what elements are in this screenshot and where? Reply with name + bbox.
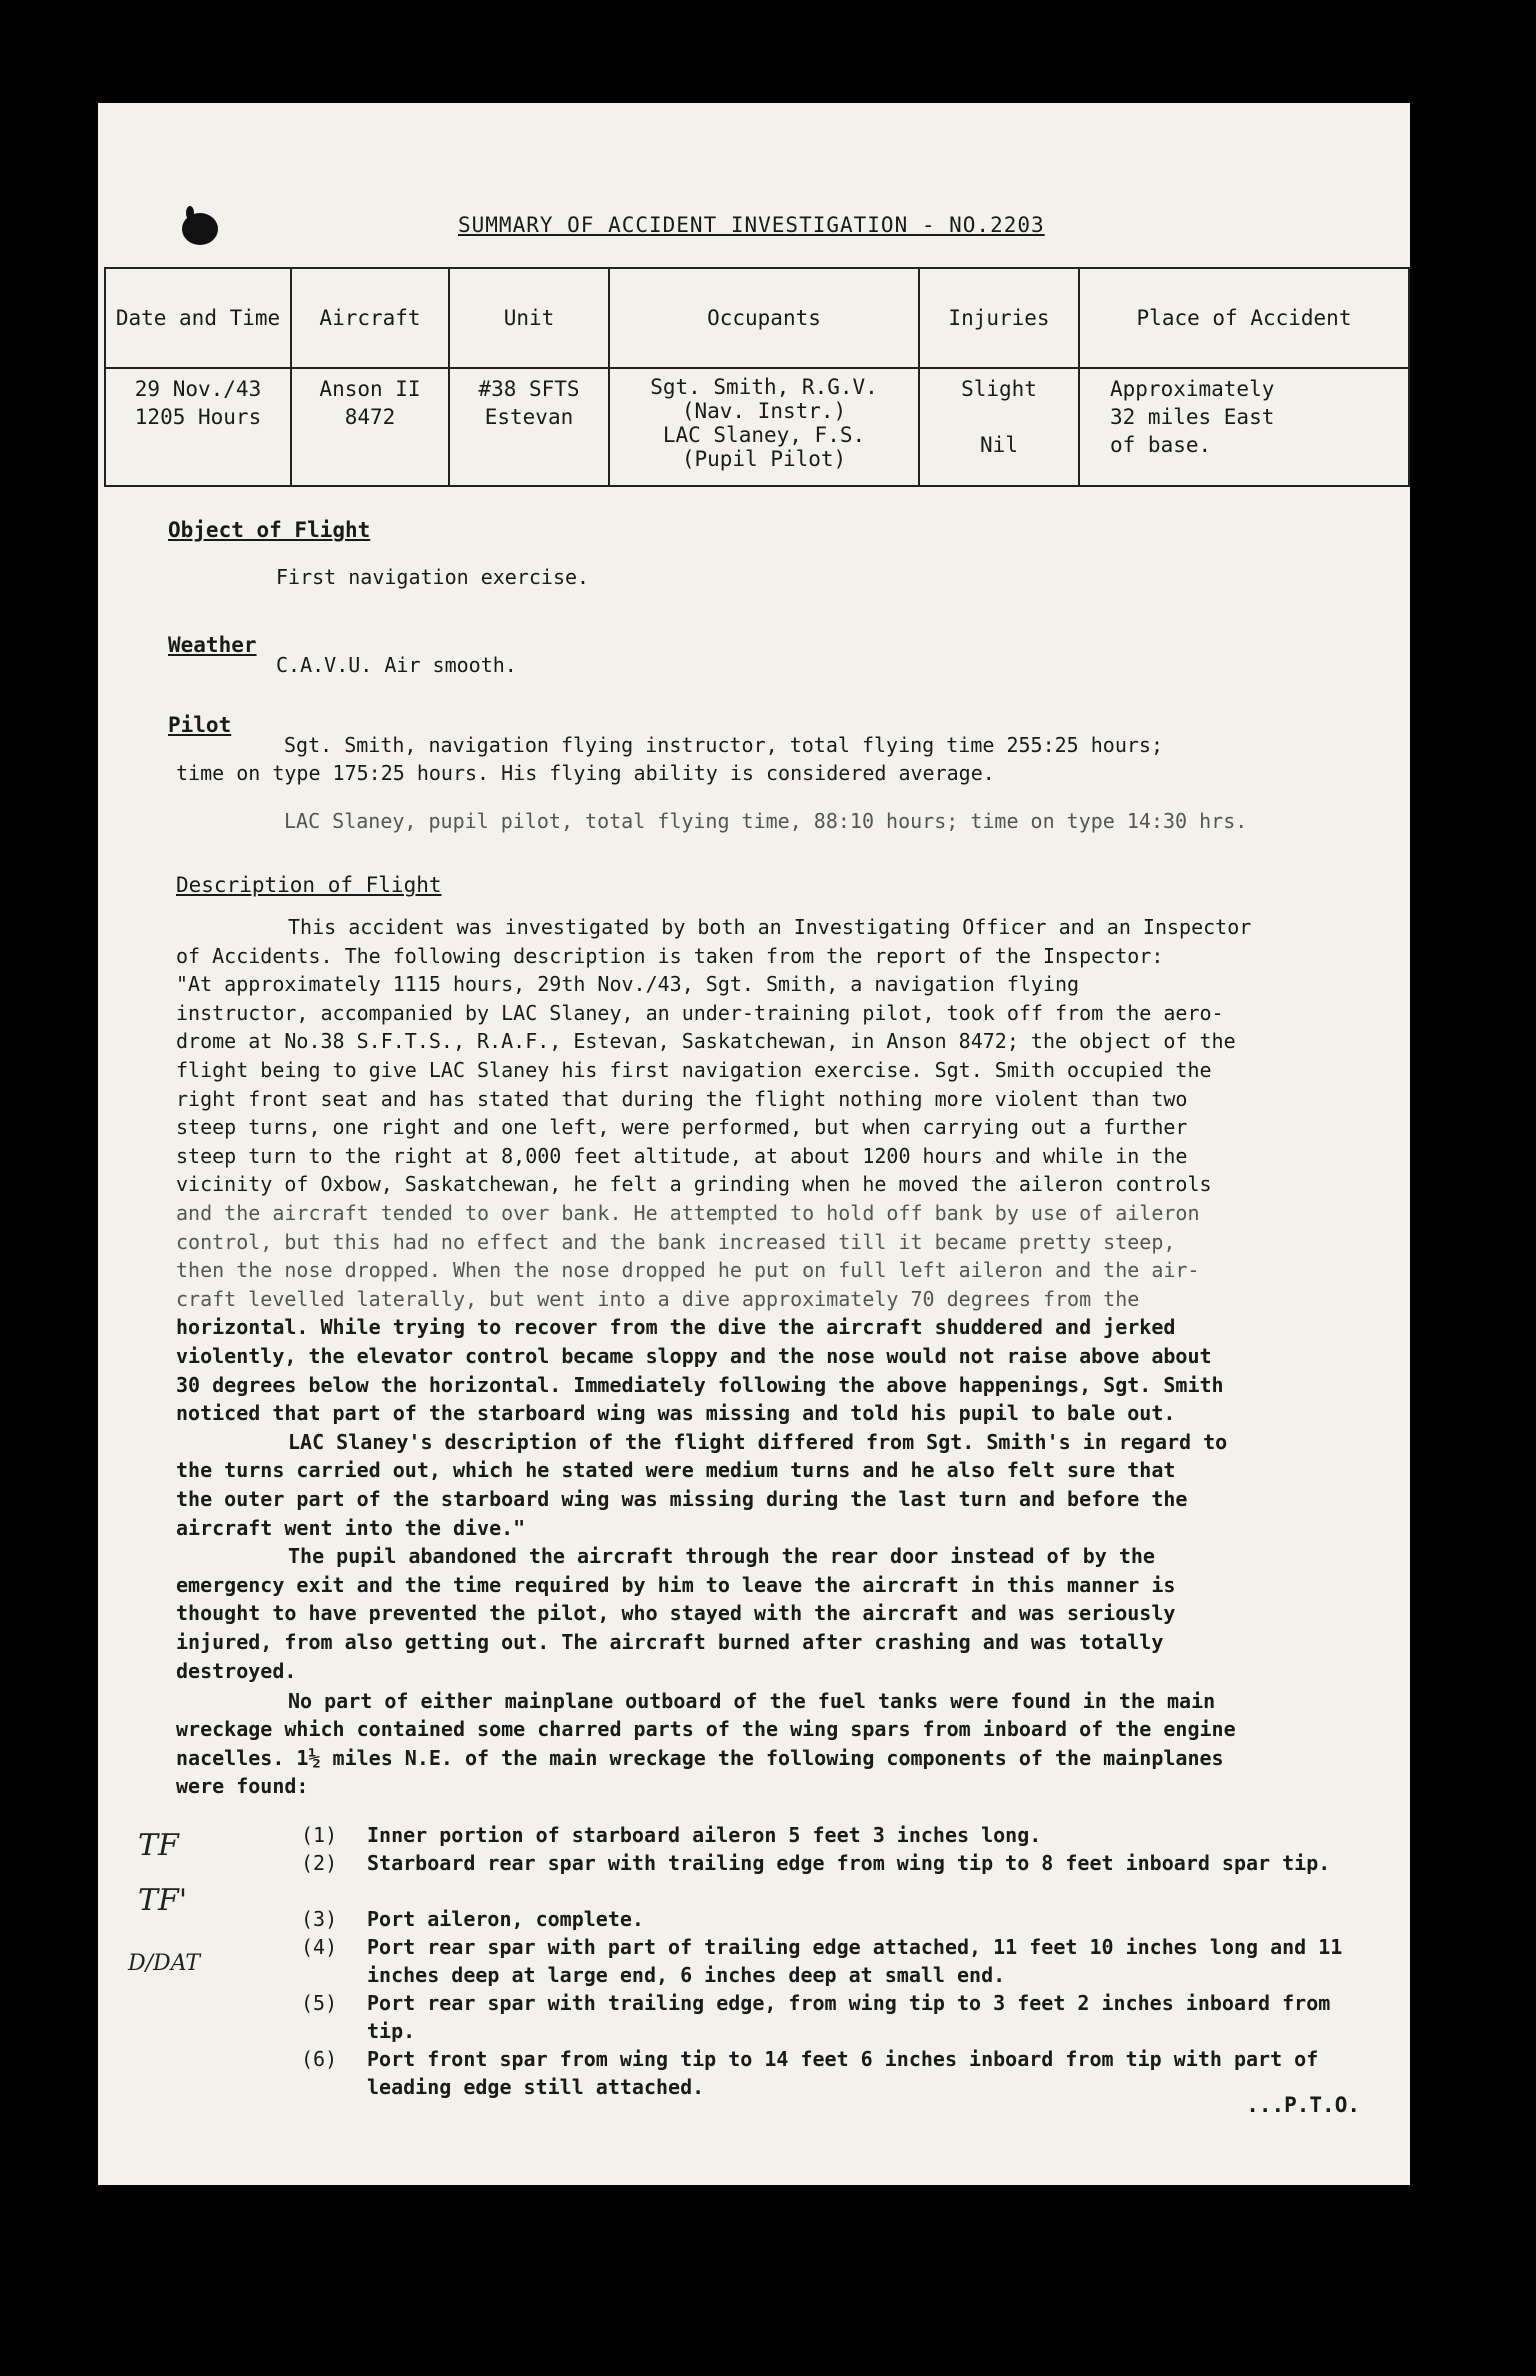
header-occupants: Occupants — [609, 268, 919, 368]
object-text: First navigation exercise. — [276, 565, 590, 589]
component-text: Port aileron, complete. — [367, 1907, 644, 1931]
header-place: Place of Accident — [1079, 268, 1409, 368]
description-line: of Accidents. The following description is taken from the report of the Inspector: — [176, 943, 1164, 968]
header-unit: Unit — [449, 268, 609, 368]
description-line: emergency exit and the time required by him to leave the aircraft in this manner is — [176, 1572, 1176, 1597]
weather-heading: Weather — [168, 633, 257, 657]
description-line: injured, from also getting out. The aircraft burned after crashing and was totally — [176, 1630, 1164, 1654]
component-text: Port rear spar with part of trailing edge attached, 11 feet 10 inches long and 11 inches deep at large end, 6 inches deep at small end. — [367, 1935, 1343, 1987]
description-line: steep turn to the right at 8,000 feet altitude, at about 1200 hours and while in the — [176, 1143, 1188, 1168]
description-line: "At approximately 1115 hours, 29th Nov./43, Sgt. Smith, a navigation flying — [176, 972, 1080, 997]
description-line: aircraft went into the dive." — [176, 1515, 526, 1540]
description-line: The pupil abandoned the aircraft through the rear door instead of by the — [288, 1544, 1155, 1569]
cell-aircraft: Anson II 8472 — [291, 368, 449, 486]
component-number: (2) — [301, 1851, 338, 1875]
component-number: (6) — [301, 2047, 338, 2071]
description-line: the turns carried out, which he stated were medium turns and he also felt sure that — [176, 1458, 1176, 1483]
margin-note: TF — [138, 1828, 179, 1863]
ink-blot-mark — [178, 205, 222, 249]
table-row — [105, 368, 1409, 486]
description-line: were found: — [176, 1774, 309, 1799]
component-number: (4) — [301, 1935, 338, 1959]
header-aircraft: Aircraft — [291, 268, 449, 368]
document-title: SUMMARY OF ACCIDENT INVESTIGATION - NO.2203 — [458, 213, 1045, 237]
description-line: the outer part of the starboard wing was missing during the last turn and before the — [176, 1487, 1188, 1511]
pilot-heading: Pilot — [168, 713, 232, 737]
description-line: nacelles. 1½ miles N.E. of the main wreckage the following components of the mainplanes — [176, 1745, 1224, 1770]
description-line: No part of either mainplane outboard of the fuel tanks were found in the main — [288, 1688, 1216, 1713]
description-line: vicinity of Oxbow, Saskatchewan, he felt a grinding when he moved the aileron controls — [176, 1172, 1212, 1197]
cell-place: Approximately 32 miles East of base. — [1079, 368, 1409, 486]
header-injuries: Injuries — [919, 268, 1079, 368]
cell-unit: #38 SFTS Estevan — [449, 368, 609, 486]
description-line: steep turns, one right and one left, were performed, but when carrying out a further — [176, 1115, 1188, 1140]
description-line: LAC Slaney's description of the flight differed from Sgt. Smith's in regard to — [288, 1429, 1228, 1454]
component-text: Port rear spar with trailing edge, from wing tip to 3 feet 2 inches inboard from tip. — [367, 1991, 1331, 2043]
document-page — [98, 103, 1410, 2185]
description-line: craft levelled laterally, but went into a dive approximately 70 degrees from the — [176, 1286, 1140, 1311]
accident-summary-table — [104, 267, 1410, 487]
component-number: (5) — [301, 1991, 338, 2015]
description-line: 30 degrees below the horizontal. Immediately following the above happenings, Sgt. Smith — [176, 1372, 1224, 1397]
description-line: destroyed. — [176, 1658, 297, 1683]
description-line: horizontal. While trying to recover from the dive the aircraft shuddered and jerked — [176, 1315, 1176, 1340]
component-number: (1) — [301, 1823, 338, 1847]
component-text: Starboard rear spar with trailing edge from wing tip to 8 feet inboard spar tip. — [367, 1851, 1331, 1875]
component-text: Port front spar from wing tip to 14 feet 6 inches inboard from tip with part of leading edge still attached. — [367, 2047, 1319, 2099]
margin-note: D/DAT — [128, 1951, 201, 1976]
description-line: drome at No.38 S.F.T.S., R.A.F., Estevan, Saskatchewan, in Anson 8472; the object of the — [176, 1029, 1236, 1054]
description-line: wreckage which contained some charred parts of the wing spars from inboard of the engine — [176, 1717, 1236, 1742]
header-date-time: Date and Time — [105, 268, 291, 368]
description-line: This accident was investigated by both an Investigating Officer and an Inspector — [288, 915, 1252, 939]
description-line: right front seat and has stated that during the flight nothing more violent than two — [176, 1086, 1188, 1111]
description-line: instructor, accompanied by LAC Slaney, an under-training pilot, took off from the aero- — [176, 1000, 1224, 1025]
description-line: control, but this had no effect and the bank increased till it became pretty steep, — [176, 1229, 1176, 1254]
description-heading: Description of Flight — [176, 873, 442, 897]
description-line: flight being to give LAC Slaney his first navigation exercise. Sgt. Smith occupied the — [176, 1058, 1212, 1082]
component-text: Inner portion of starboard aileron 5 feet 3 inches long. — [367, 1823, 1042, 1847]
component-number: (3) — [301, 1907, 338, 1931]
object-heading: Object of Flight — [168, 518, 371, 542]
cell-injuries: Slight Nil — [919, 368, 1079, 486]
description-line: and the aircraft tended to over bank. He attempted to hold off bank by use of aileron — [176, 1201, 1200, 1225]
pilot-line: Sgt. Smith, navigation flying instructor, total flying time 255:25 hours; — [284, 733, 1163, 757]
pilot-line: LAC Slaney, pupil pilot, total flying time, 88:10 hours; time on type 14:30 hrs. — [284, 809, 1248, 833]
cell-occupants: Sgt. Smith, R.G.V. (Nav. Instr.) LAC Slaney, F.S. (Pupil Pilot) — [609, 368, 919, 486]
cell-date-time: 29 Nov./43 1205 Hours — [105, 368, 291, 486]
description-line: then the nose dropped. When the nose dropped he put on full left aileron and the air- — [176, 1258, 1200, 1283]
description-line: thought to have prevented the pilot, who stayed with the aircraft and was seriously — [176, 1601, 1176, 1626]
margin-note: TF' — [138, 1883, 188, 1918]
description-line: violently, the elevator control became sloppy and the nose would not raise above about — [176, 1344, 1212, 1368]
pto-mark: ...P.T.O. — [1246, 2093, 1360, 2117]
pilot-line: time on type 175:25 hours. His flying ability is considered average. — [176, 761, 995, 785]
description-line: noticed that part of the starboard wing was missing and told his pupil to bale out. — [176, 1401, 1176, 1426]
weather-text: C.A.V.U. Air smooth. — [276, 653, 517, 677]
